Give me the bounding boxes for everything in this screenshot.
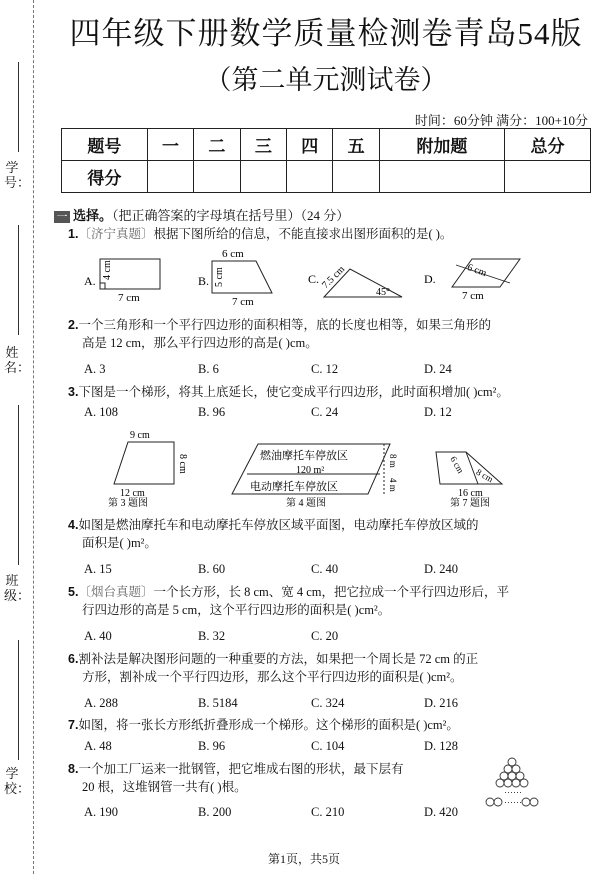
option[interactable]: C. 12 xyxy=(311,362,339,376)
question-6 xyxy=(68,650,478,686)
option[interactable]: A. 108 xyxy=(84,405,119,419)
student-id-label: 学号： xyxy=(4,160,31,190)
fig7-b: 8 cm xyxy=(474,466,495,485)
fig-a-base: 7 cm xyxy=(118,292,140,304)
fig-a-label: A. xyxy=(84,274,96,288)
fig3-side: 8 cm xyxy=(177,454,188,474)
fig-d-slant: 6 cm xyxy=(465,262,488,280)
question-1 xyxy=(68,225,452,243)
score-input-cell[interactable] xyxy=(194,161,240,193)
school-line xyxy=(18,640,19,760)
fig4-caption: 第 4 题图 xyxy=(286,498,326,509)
option[interactable]: C. 210 xyxy=(311,805,345,819)
question-text: 一个三角形和一个平行四边形的面积相等，底的长度也相等，如果三角形的 xyxy=(78,318,491,332)
question-number: 4. xyxy=(68,518,79,532)
fig7-base: 16 cm xyxy=(458,488,483,499)
score-table-header-row xyxy=(62,129,591,161)
option[interactable]: C. 20 xyxy=(311,629,339,643)
option[interactable]: A. 40 xyxy=(84,629,112,643)
fig-d-base: 7 cm xyxy=(462,290,484,302)
question-text: 高是 12 cm，那么平行四边形的高是( )cm。 xyxy=(82,336,318,350)
fig4-lower-label: 电动摩托车停放区 xyxy=(250,481,338,493)
question-text: 方形，割补成一个平行四边形，那么这个平行四边形的面积是( )cm²。 xyxy=(82,670,463,684)
question-source: 〔济宁真题〕 xyxy=(78,227,154,241)
score-input-cell[interactable] xyxy=(240,161,286,193)
table-cell: 二 xyxy=(194,129,240,161)
fig-c-angle: 45° xyxy=(376,287,390,298)
table-cell: 五 xyxy=(333,129,379,161)
question-text: 根据下图所给的信息，不能直接求出图形面积的是( )。 xyxy=(153,227,453,241)
pipe-stack-figure xyxy=(482,756,542,812)
table-cell: 得分 xyxy=(62,161,148,193)
option[interactable]: B. 96 xyxy=(198,405,226,419)
fig-b-label: B. xyxy=(198,274,210,288)
section-badge: 一 xyxy=(54,211,70,223)
exam-title: 四年级下册数学质量检测卷青岛54版 xyxy=(69,16,583,51)
question-text: 面积是( )m²。 xyxy=(82,536,157,550)
fig4-upper-label: 燃油摩托车停放区 xyxy=(260,450,348,462)
fig-c-label: C. xyxy=(308,272,320,286)
exam-subtitle: （第二单元测试卷） xyxy=(204,65,448,95)
question-text: 行四边形的高是 5 cm，这个平行四边形的面积是( )cm²。 xyxy=(82,603,391,617)
question-text: 一个加工厂运来一批钢管，把它堆成右图的形状，最下层有 xyxy=(78,762,404,776)
fig7-caption: 第 7 题图 xyxy=(450,498,490,509)
fig-d-label: D. xyxy=(424,272,436,286)
option[interactable]: A. 288 xyxy=(84,696,119,710)
fig3-caption: 第 3 题图 xyxy=(108,498,148,509)
score-input-cell[interactable] xyxy=(147,161,193,193)
table-cell: 一 xyxy=(147,129,193,161)
option[interactable]: C. 324 xyxy=(311,696,345,710)
question-text: 割补法是解决图形问题的一种重要的方法，如果把一个周长是 72 cm 的正 xyxy=(78,652,479,666)
question-4 xyxy=(68,516,478,552)
option[interactable]: A. 48 xyxy=(84,739,112,753)
option[interactable]: D. 216 xyxy=(424,696,459,710)
option[interactable]: B. 5184 xyxy=(198,696,238,710)
fig-a-side: 4 cm xyxy=(102,260,113,280)
score-input-cell[interactable] xyxy=(333,161,379,193)
question-8 xyxy=(68,760,403,796)
question-text: 一个长方形，长 8 cm、宽 4 cm，把它拉成一个平行四边形后，平 xyxy=(153,585,509,599)
option[interactable]: B. 96 xyxy=(198,739,226,753)
question-2 xyxy=(68,316,491,352)
score-input-cell[interactable] xyxy=(379,161,504,193)
option[interactable]: B. 60 xyxy=(198,562,226,576)
question-7 xyxy=(68,716,459,734)
fig4-h2: 4 m xyxy=(388,478,398,492)
question-number: 5. xyxy=(68,585,79,599)
svg-text:⋯⋯: ⋯⋯ xyxy=(504,787,522,797)
q1-figures xyxy=(80,245,600,305)
option[interactable]: C. 24 xyxy=(311,405,339,419)
option[interactable]: B. 32 xyxy=(198,629,226,643)
option[interactable]: D. 128 xyxy=(424,739,459,753)
score-input-cell[interactable] xyxy=(505,161,591,193)
fig3-base: 12 cm xyxy=(120,488,145,499)
table-cell: 三 xyxy=(240,129,286,161)
question-number: 7. xyxy=(68,718,79,732)
question-number: 2. xyxy=(68,318,79,332)
name-line xyxy=(18,225,19,335)
question-text: 20 根，这堆钢管一共有( )根。 xyxy=(82,780,247,794)
option[interactable]: B. 200 xyxy=(198,805,232,819)
score-table xyxy=(61,128,591,193)
fig-b-top: 6 cm xyxy=(222,248,244,260)
option[interactable]: C. 104 xyxy=(311,739,345,753)
option[interactable]: B. 6 xyxy=(198,362,219,376)
figures-row xyxy=(90,426,520,510)
question-text: 如图，将一张长方形纸折叠形成一个梯形。这个梯形的面积是( )cm²。 xyxy=(78,718,459,732)
section-title: 选择。 xyxy=(73,208,113,223)
question-source: 〔烟台真题〕 xyxy=(78,585,154,599)
option[interactable]: A. 15 xyxy=(84,562,112,576)
section-heading xyxy=(54,205,349,224)
fig-c-side: 7.5 cm xyxy=(320,263,348,292)
question-number: 3. xyxy=(68,385,79,399)
section-instruction: （把正确答案的字母填在括号里）（24 分） xyxy=(112,208,350,223)
question-text: 如图是燃油摩托车和电动摩托车停放区域平面图，电动摩托车停放区域的 xyxy=(78,518,479,532)
school-label: 学校： xyxy=(4,766,31,796)
name-label: 姓名： xyxy=(4,345,31,375)
fig7-a: 6 cm xyxy=(448,454,466,475)
fig-a-right-angle xyxy=(100,283,105,289)
class-label: 班级： xyxy=(4,573,31,603)
table-cell: 附加题 xyxy=(379,129,504,161)
binding-dashed-line xyxy=(33,0,34,874)
fig4-h1: 8 m xyxy=(388,454,398,468)
table-cell: 题号 xyxy=(62,129,148,161)
page-footer: 第1页，共5页 xyxy=(267,852,340,866)
fig-b-side: 5 cm xyxy=(214,267,225,287)
time-info: 时间：60分钟 满分：100+10分 xyxy=(414,113,588,128)
question-3 xyxy=(68,383,509,401)
option[interactable]: D. 420 xyxy=(424,805,459,819)
question-text: 下图是一个梯形，将其上底延长，使它变成平行四边形，此时面积增加( )cm²。 xyxy=(78,385,509,399)
question-number: 6. xyxy=(68,652,79,666)
fig3-trapezoid xyxy=(114,442,174,484)
option[interactable]: D. 240 xyxy=(424,562,459,576)
fig3-top: 9 cm xyxy=(130,430,150,441)
table-cell: 四 xyxy=(287,129,333,161)
fig-b-base: 7 cm xyxy=(232,296,254,305)
student-id-line xyxy=(18,62,19,152)
option[interactable]: D. 24 xyxy=(424,362,452,376)
score-input-cell[interactable] xyxy=(287,161,333,193)
class-line xyxy=(18,405,19,565)
question-number: 8. xyxy=(68,762,79,776)
question-5 xyxy=(68,583,509,619)
option[interactable]: A. 190 xyxy=(84,805,119,819)
svg-text:⋯⋯: ⋯⋯ xyxy=(504,797,522,807)
fig4-area: 120 m² xyxy=(296,465,325,476)
option[interactable]: A. 3 xyxy=(84,362,106,376)
option[interactable]: D. 12 xyxy=(424,405,452,419)
question-number: 1. xyxy=(68,227,79,241)
table-cell: 总分 xyxy=(505,129,591,161)
option[interactable]: C. 40 xyxy=(311,562,339,576)
score-table-score-row xyxy=(62,161,591,193)
